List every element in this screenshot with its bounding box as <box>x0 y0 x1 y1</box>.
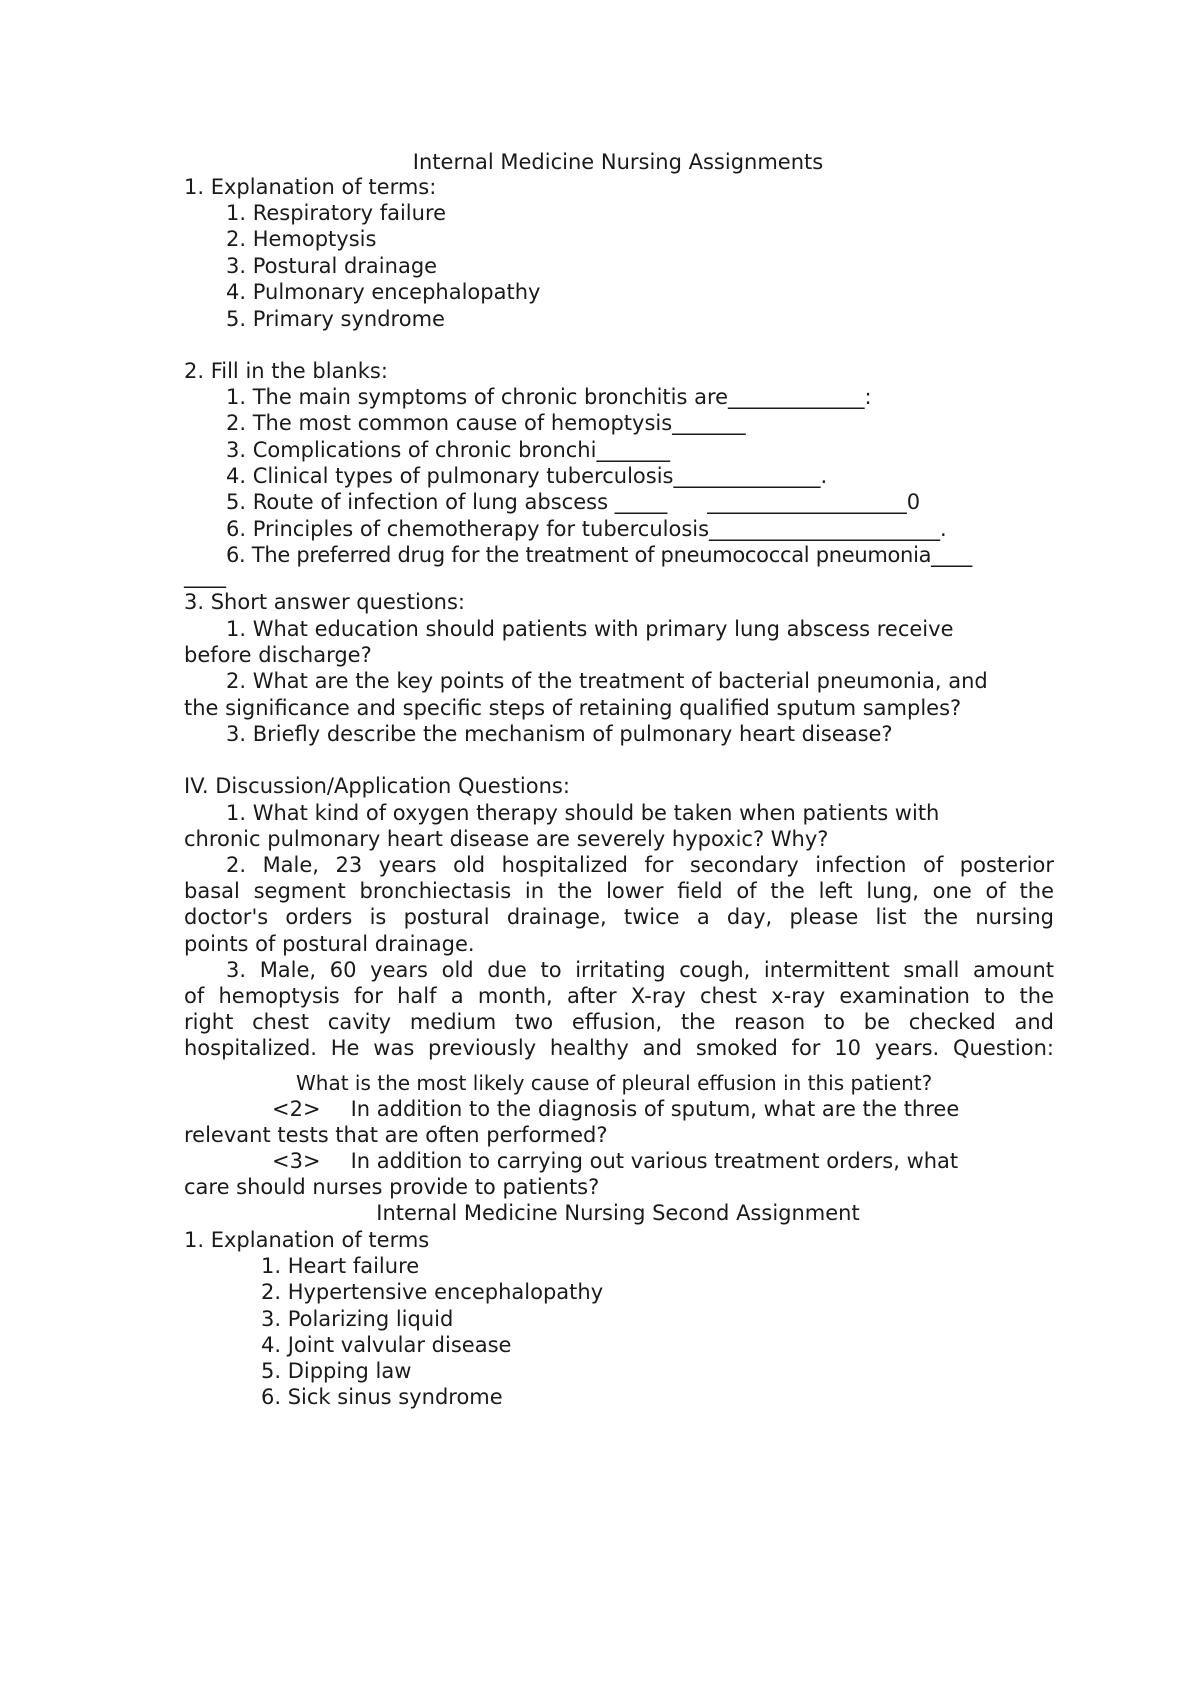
blank-item: 1. The main symptoms of chronic bronchitis are_____________: <box>226 385 872 409</box>
sub-question-3 <box>272 1147 958 1175</box>
sub-question-3-tag: <3> <box>272 1149 321 1173</box>
discussion-question-cont: right chest cavity medium two effusion, the reason to be checked and <box>184 1010 1054 1034</box>
sub-question-2-text: In addition to the diagnosis of sputum, what are the three <box>350 1097 960 1121</box>
sub-question-2 <box>272 1095 959 1123</box>
term-item: 1. Heart failure <box>261 1254 420 1278</box>
term-item: 2. Hemoptysis <box>226 227 377 251</box>
short-answer-question-cont: before discharge? <box>184 643 372 667</box>
term-item: 5. Primary syndrome <box>226 307 445 331</box>
blank-item: 6. Principles of chemotherapy for tuberculosis______________________. <box>226 517 947 541</box>
term-item: 1. Respiratory failure <box>226 201 447 225</box>
term-item: 5. Dipping law <box>261 1359 412 1383</box>
short-answer-question-cont: the significance and specific steps of retaining qualified sputum samples? <box>184 696 962 720</box>
sub-question-1: What is the most likely cause of pleural effusion in this patient? <box>296 1071 933 1095</box>
assignment-title: Internal Medicine Nursing Assignments <box>412 150 824 174</box>
discussion-question-cont: hospitalized. He was previously healthy and smoked for 10 years. Question: <box>184 1036 1054 1060</box>
discussion-question-cont: doctor's orders is postural drainage, twice a day, please list the nursing <box>184 905 1054 929</box>
sub-question-3-text: In addition to carrying out various treatment orders, what <box>350 1149 959 1173</box>
discussion-question: 2. Male, 23 years old hospitalized for secondary infection of posterior <box>226 853 1054 877</box>
blank-continuation: ____ <box>184 564 226 588</box>
blank-item: 3. Complications of chronic bronchi_______ <box>226 438 670 462</box>
sub-question-2-cont: relevant tests that are often performed? <box>184 1123 608 1147</box>
discussion-question-cont: chronic pulmonary heart disease are severely hypoxic? Why? <box>184 827 829 851</box>
section-5-heading: 1. Explanation of terms <box>184 1228 430 1252</box>
term-item: 2. Hypertensive encephalopathy <box>261 1280 604 1304</box>
term-item: 3. Polarizing liquid <box>261 1307 454 1331</box>
second-assignment-title: Internal Medicine Nursing Second Assignment <box>376 1201 860 1225</box>
short-answer-question: 1. What education should patients with primary lung abscess receive <box>226 617 954 641</box>
discussion-question: 1. What kind of oxygen therapy should be taken when patients with <box>226 801 940 825</box>
term-item: 4. Joint valvular disease <box>261 1333 512 1357</box>
discussion-question-cont: basal segment bronchiectasis in the lower field of the left lung, one of the <box>184 879 1054 903</box>
discussion-question-cont: points of postural drainage. <box>184 932 475 956</box>
blank-item: 4. Clinical types of pulmonary tuberculosis______________. <box>226 464 828 488</box>
blank-item: 2. The most common cause of hemoptysis_______ <box>226 411 746 435</box>
term-item: 4. Pulmonary encephalopathy <box>226 280 541 304</box>
sub-question-2-tag: <2> <box>272 1097 321 1121</box>
short-answer-question: 2. What are the key points of the treatment of bacterial pneumonia, and <box>226 669 988 693</box>
section-3-heading: 3. Short answer questions: <box>184 590 466 614</box>
blank-item: 6. The preferred drug for the treatment of pneumococcal pneumonia____ <box>226 543 972 567</box>
discussion-question-cont: of hemoptysis for half a month, after X-ray chest x-ray examination to the <box>184 984 1054 1008</box>
term-item: 6. Sick sinus syndrome <box>261 1385 503 1409</box>
short-answer-question: 3. Briefly describe the mechanism of pulmonary heart disease? <box>226 722 893 746</box>
term-item: 3. Postural drainage <box>226 254 438 278</box>
section-1-heading: 1. Explanation of terms: <box>184 175 437 199</box>
section-4-heading: IV. Discussion/Application Questions: <box>184 774 570 798</box>
discussion-question: 3. Male, 60 years old due to irritating cough, intermittent small amount <box>226 958 1054 982</box>
sub-question-3-cont: care should nurses provide to patients? <box>184 1175 600 1199</box>
blank-item: 5. Route of infection of lung abscess _____ ___________________0 <box>226 490 921 514</box>
section-2-heading: 2. Fill in the blanks: <box>184 359 388 383</box>
